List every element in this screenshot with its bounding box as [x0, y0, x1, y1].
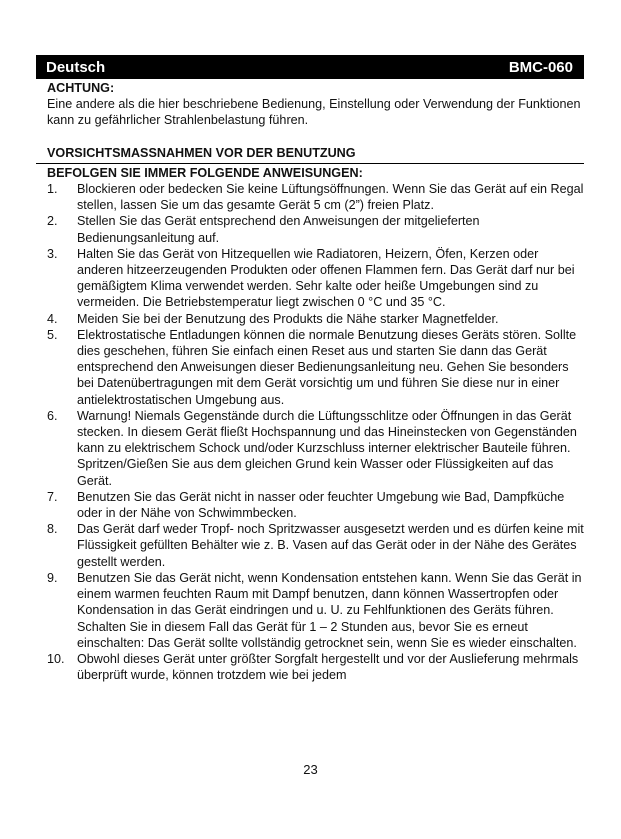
list-item-number: 1. [47, 182, 58, 197]
list-item [47, 408, 584, 489]
model-number: BMC-060 [508, 58, 573, 76]
list-item-text: Blockieren oder bedecken Sie keine Lüftungsöffnungen. Wenn Sie das Gerät auf ein Regal stellen, lassen Sie um das gesamte Gerät 5 cm (2”) freien Platz. [77, 182, 584, 213]
list-item-text: Das Gerät darf weder Tropf- noch Spritzwasser ausgesetzt werden und es dürfen keine mit Flüssigkeit gefüllten Behälter wie z. B. Vasen auf das Gerät oder in der Nähe des Gerätes gestellt werden. [77, 522, 584, 569]
section-divider [36, 163, 584, 164]
list-item [47, 521, 584, 570]
list-item-number: 8. [47, 522, 58, 537]
list-item-number: 6. [47, 408, 58, 423]
list-item-text: Warnung! Niemals Gegenstände durch die Lüftungsschlitze oder Öffnungen in das Gerät stecken. In diesem Gerät fließt Hochspannung und das Hineinstecken von Gegenständen kann zu elektrischem Schock und/oder Kurzschluss interner elektrischer Bauteile führen. Spritzen/Gießen Sie aus dem gleichen Grund kein Wasser oder Flüssigkeiten auf das Gerät. [77, 408, 577, 488]
page-number: 23 [303, 762, 318, 777]
list-item-text: Halten Sie das Gerät von Hitzequellen wie Radiatoren, Heizern, Öfen, Kerzen oder anderen hitzeerzeugenden Produkten oder offenen Flammen fern. Das Gerät darf nur bei gemäßigtem Klima verwendet werden. Sehr kalte oder heiße Umgebungen sind zu vermeiden. Die Betriebstemperatur liegt zwischen 0 °C und 35 °C. [77, 246, 575, 310]
section-header-bar [36, 55, 584, 79]
list-item-number: 2. [47, 214, 58, 229]
list-item [47, 213, 584, 245]
list-item-text: Stellen Sie das Gerät entsprechend den Anweisungen der mitgelieferten Bedienungsanleitung auf. [77, 214, 480, 245]
precautions-subheading: BEFOLGEN SIE IMMER FOLGENDE ANWEISUNGEN: [47, 165, 363, 180]
list-item [47, 651, 584, 683]
list-item [47, 311, 584, 327]
precautions-heading: VORSICHTSMASSNAHMEN VOR DER BENUTZUNG [47, 145, 356, 160]
list-item-text: Obwohl dieses Gerät unter größter Sorgfalt hergestellt und vor der Auslieferung mehrmals überprüft wurde, können trotzdem wie bei jedem [77, 651, 579, 683]
list-item [47, 181, 584, 213]
list-item-text: Meiden Sie bei der Benutzung des Produkts die Nähe starker Magnetfelder. [77, 311, 499, 326]
precautions-list [47, 181, 584, 683]
list-item [47, 489, 584, 521]
warning-text: Eine andere als die hier beschriebene Bedienung, Einstellung oder Verwendung der Funktionen kann zu gefährlicher Strahlenbelastung führen. [47, 97, 581, 128]
list-item-number: 4. [47, 311, 58, 326]
list-item-number: 9. [47, 570, 58, 585]
list-item-number: 3. [47, 246, 58, 261]
list-item [47, 327, 584, 408]
list-item-number: 5. [47, 327, 58, 342]
list-item-text: Benutzen Sie das Gerät nicht in nasser oder feuchter Umgebung wie Bad, Dampfküche oder in der Nähe von Schwimmbecken. [77, 489, 565, 521]
language-label: Deutsch [46, 58, 106, 76]
list-item [47, 570, 584, 651]
list-item-number: 10. [47, 651, 65, 666]
content [36, 80, 584, 683]
list-item [47, 246, 584, 311]
list-item-number: 7. [47, 489, 58, 504]
warning-heading: ACHTUNG: [47, 81, 115, 95]
manual-page [36, 55, 584, 683]
list-item-text: Elektrostatische Entladungen können die normale Benutzung dieses Geräts stören. Sollte dies geschehen, führen Sie einfach einen Reset aus und starten Sie dann das Gerät entsprechend den Anweisungen dieser Bedienungsanleitung neu. Gehen Sie besonders bei Datenübertragungen mit dem Gerät vorsichtig um und führen Sie diese nur in einer antielektrostatischen Umgebung aus. [77, 327, 577, 407]
list-item-text: Benutzen Sie das Gerät nicht, wenn Kondensation entstehen kann. Wenn Sie das Gerät in einem warmen feuchten Raum mit Dampf benutzen, dann können Wassertropfen oder Kondensation in das Gerät eindringen und u. U. zu Fehlfunktionen des Geräts führen. Schalten Sie in diesem Fall das Gerät für 1 – 2 Stunden aus, bevor Sie es erneut einschalten: Das Gerät sollte vollständig getrocknet sein, wenn Sie es wieder einschalten. [77, 570, 582, 650]
